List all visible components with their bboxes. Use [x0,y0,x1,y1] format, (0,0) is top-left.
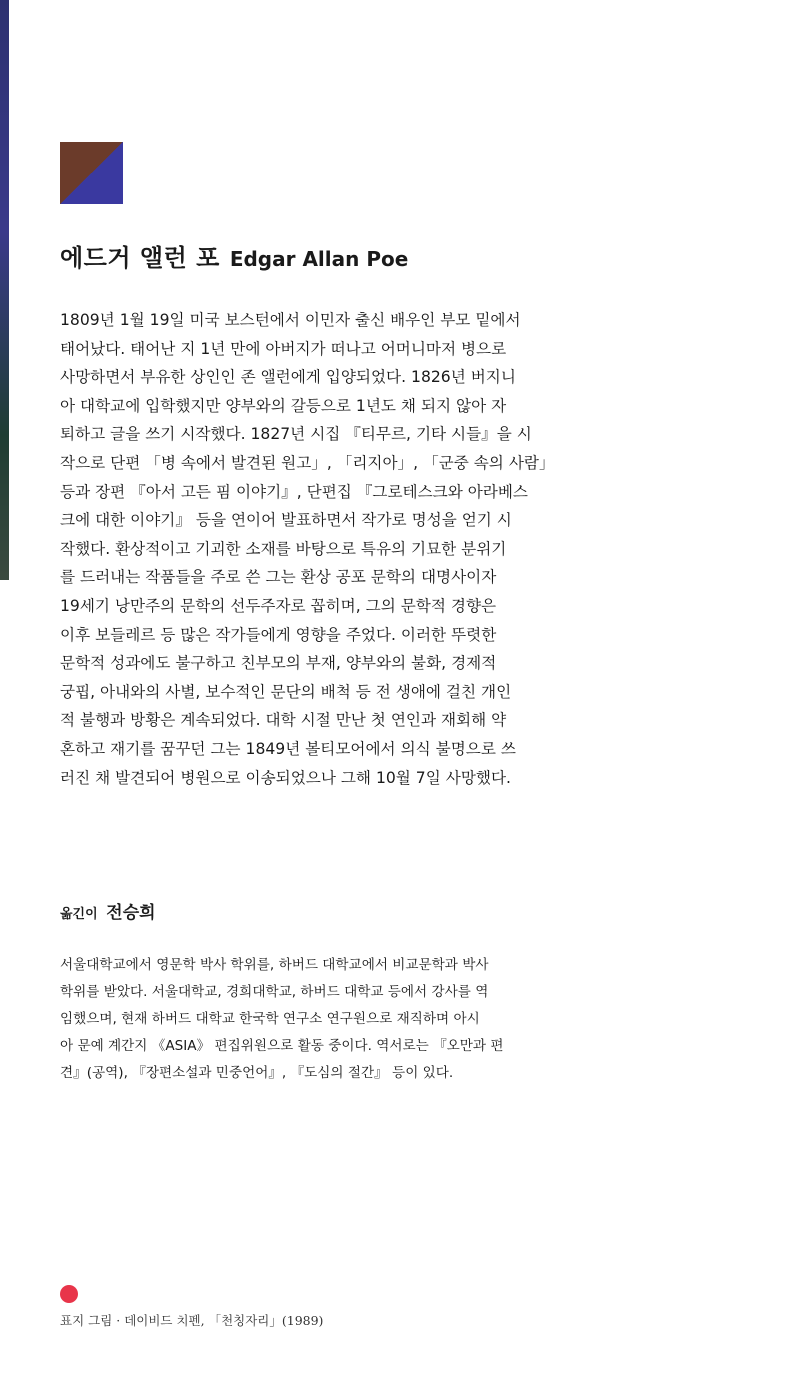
cover-caption: 표지 그림 · 데이비드 치펜, 「천칭자리」(1989) [60,1313,324,1328]
author-name-english: Edgar Allan Poe [229,247,409,271]
bio-line: 아 대학교에 입학했지만 양부와의 갈등으로 1년도 채 되지 않아 자 [60,396,507,415]
bio-line: 작했다. 환상적이고 기괴한 소재를 바탕으로 특유의 기묘한 분위기 [60,539,507,558]
translator-bio-line: 학위를 받았다. 서울대학교, 경희대학교, 하버드 대학교 등에서 강사를 역 [60,984,489,1000]
translator-label: 옮긴이 [60,907,98,922]
bio-line: 작으로 단편 「병 속에서 발견된 원고」, 「리지아」, 「군중 속의 사람」 [60,453,555,472]
bio-line: 혼하고 재기를 꿈꾸던 그는 1849년 볼티모어에서 의식 불명으로 쓰 [60,739,516,758]
bio-line: 사망하면서 부유한 상인인 존 앨런에게 입양되었다. 1826년 버지니 [60,368,516,387]
red-dot-icon [60,1285,78,1303]
bio-line: 태어났다. 태어난 지 1년 만에 아버지가 떠나고 어머니마저 병으로 [60,339,507,358]
translator-name: 전승희 [106,903,156,923]
bio-line: 러진 채 발견되어 병원으로 이송되었으나 그해 10월 7일 사망했다. [60,768,511,787]
translator-bio-line: 견』(공역), 『장편소설과 민중언어』, 『도심의 절간』 등이 있다. [60,1065,454,1081]
author-title [60,238,408,273]
bio-line: 적 불행과 방황은 계속되었다. 대학 시절 만난 첫 연인과 재회해 약 [60,711,507,730]
bio-line: 크에 대한 이야기』 등을 연이어 발표하면서 작가로 명성을 얻기 시 [60,511,512,530]
translator-heading [60,898,156,923]
bio-line: 를 드러내는 작품들을 주로 쓴 그는 환상 공포 문학의 대명사이자 [60,568,497,587]
bio-line: 19세기 낭만주의 문학의 선두주자로 꼽히며, 그의 문학적 경향은 [60,596,497,615]
author-biography [60,306,555,792]
translator-bio-line: 아 문예 계간지 《ASIA》 편집위원으로 활동 중이다. 역서로는 『오만과 편 [60,1038,504,1054]
decorative-color-square [60,142,123,204]
translator-bio-line: 서울대학교에서 영문학 박사 학위를, 하버드 대학교에서 비교문학과 박사 [60,957,489,973]
bio-line: 문학적 성과에도 불구하고 친부모의 부재, 양부와의 불화, 경제적 [60,654,497,673]
bio-line: 이후 보들레르 등 많은 작가들에게 영향을 주었다. 이러한 뚜렷한 [60,625,497,644]
translator-biography [60,952,540,1087]
bio-line: 등과 장편 『아서 고든 핌 이야기』, 단편집 『그로테스크와 아라베스 [60,482,528,501]
bio-line: 1809년 1월 19일 미국 보스턴에서 이민자 출신 배우인 부모 밑에서 [60,311,521,329]
page-edge-strip [0,0,9,580]
bio-line: 궁핍, 아내와의 사별, 보수적인 문단의 배척 등 전 생애에 걸친 개인 [60,682,512,701]
translator-bio-line: 임했으며, 현재 하버드 대학교 한국학 연구소 연구원으로 재직하며 아시 [60,1011,480,1027]
bio-line: 퇴하고 글을 쓰기 시작했다. 1827년 시집 『티무르, 기타 시들』을 시 [60,425,532,444]
author-name-korean: 에드거 앨런 포 [60,244,220,272]
